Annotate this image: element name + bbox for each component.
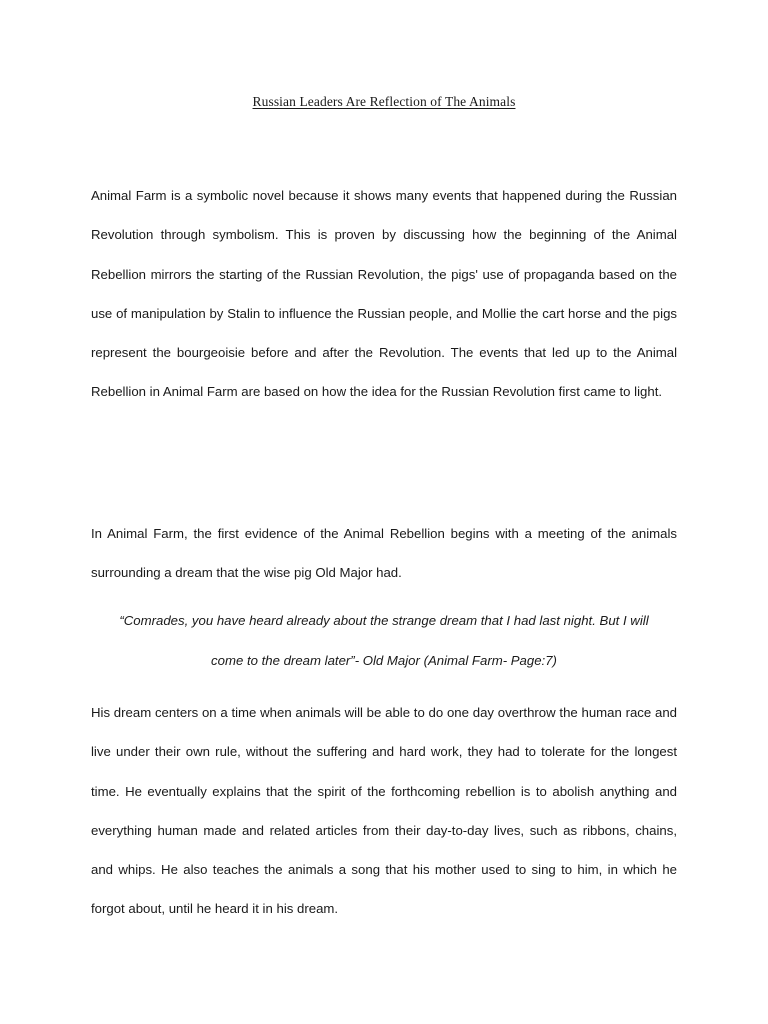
quote-line-1: “Comrades, you have heard already about the strange dream that I had last night. But I will	[119, 613, 649, 628]
paragraph-dream: His dream centers on a time when animals will be able to do one day overthrow the human race and live under their own rule, without the suffering and hard work, they had to tolerate for the longest time. He eventually explains that the spirit of the forthcoming rebellion is to abolish anything and everything human made and related articles from their day-to-day lives, such as ribbons, chains, and whips. He also teaches the animals a song that his mother used to sing to him, in which he forgot about, until he heard it in his dream.	[91, 705, 677, 917]
paragraph-first-evidence: In Animal Farm, the first evidence of the Animal Rebellion begins with a meeting of the animals surrounding a dream that the wise pig Old Major had.	[91, 526, 677, 581]
paragraph-intro: Animal Farm is a symbolic novel because it shows many events that happened during the Russian Revolution through symbolism. This is proven by discussing how the beginning of the Animal Rebellion mirrors the starting of the Russian Revolution, the pigs' use of propaganda based on the use of manipulation by Stalin to influence the Russian people, and Mollie the cart horse and the pigs represent the bourgeoisie before and after the Revolution. The events that led up to the Animal Rebellion in Animal Farm are based on how the idea for the Russian Revolution first came to light.	[91, 188, 677, 400]
block-quote	[91, 601, 677, 681]
quote-line-2: come to the dream later”- Old Major (Animal Farm- Page:7)	[211, 653, 557, 668]
document-title: Russian Leaders Are Reflection of The Animals	[252, 94, 516, 109]
